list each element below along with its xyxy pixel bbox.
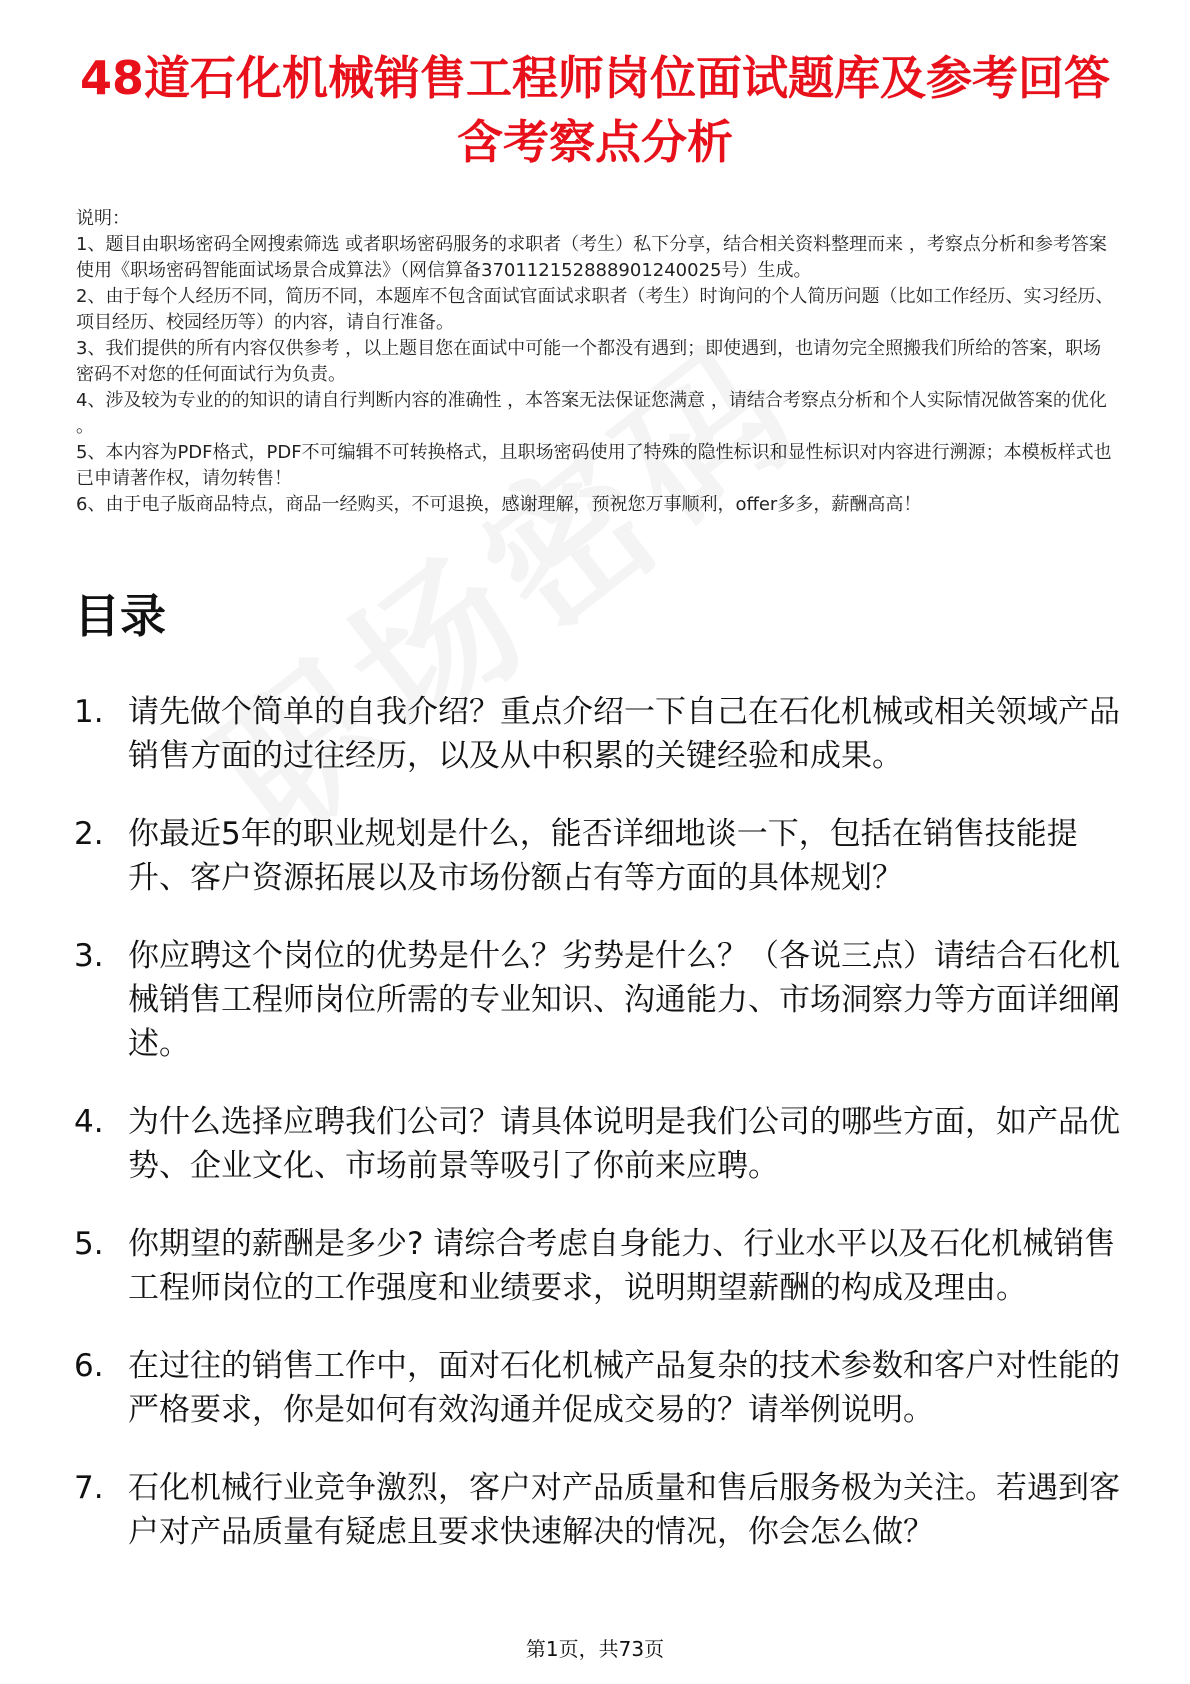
question-text: 你应聘这个岗位的优势是什么？劣势是什么？（各说三点）请结合石化机械销售工程师岗位所需的专业知识、沟通能力、市场洞察力等方面详细阐述。	[128, 938, 1120, 1062]
note-item: 5、本内容为PDF格式，PDF不可编辑不可转换格式，且职场密码使用了特殊的隐性标识和显性标识对内容进行溯源；本模板样式也已申请著作权，请勿转售！	[76, 442, 1112, 489]
page-footer: 第1页，共73页	[525, 1637, 665, 1661]
question-number: 2.	[74, 816, 104, 852]
question-text: 为什么选择应聘我们公司？请具体说明是我们公司的哪些方面，如产品优势、企业文化、市场前景等吸引了你前来应聘。	[128, 1104, 1120, 1184]
question-number: 4.	[74, 1104, 104, 1140]
toc-heading: 目录	[74, 589, 166, 643]
note-item: 1、题目由职场密码全网搜索筛选 或者职场密码服务的求职者（考生）私下分享，结合相关资料整理而来 ，考察点分析和参考答案使用《职场密码智能面试场景合成算法》（网信算备370112152888901240025号）生成。	[76, 234, 1107, 281]
question-list	[74, 690, 1134, 1588]
notes-heading: 说明：	[76, 208, 130, 229]
note-item: 2、由于每个人经历不同，简历不同，本题库不包含面试官面试求职者（考生）时询问的个人简历问题（比如工作经历、实习经历、项目经历、校园经历等）的内容，请自行准备。	[76, 286, 1114, 333]
question-number: 6.	[74, 1348, 104, 1384]
question-item[interactable]	[74, 934, 1134, 1066]
question-item[interactable]	[74, 690, 1134, 778]
question-text: 在过往的销售工作中，面对石化机械产品复杂的技术参数和客户对性能的严格要求，你是如何有效沟通并促成交易的？请举例说明。	[128, 1348, 1120, 1428]
document-title: 48道石化机械销售工程师岗位面试题库及参考回答含考察点分析	[79, 51, 1110, 169]
question-text: 你期望的薪酬是多少? 请综合考虑自身能力、行业水平以及石化机械销售工程师岗位的工作强度和业绩要求，说明期望薪酬的构成及理由。	[128, 1226, 1116, 1306]
note-item: 6、由于电子版商品特点，商品一经购买，不可退换，感谢理解，预祝您万事顺利，offer多多，薪酬高高！	[76, 494, 922, 515]
question-number: 5.	[74, 1226, 104, 1262]
question-number: 7.	[74, 1470, 104, 1506]
note-item: 4、涉及较为专业的的知识的请自行判断内容的准确性 ，本答案无法保证您满意 ，请结合考察点分析和个人实际情况做答案的优化 。	[76, 390, 1107, 437]
question-number: 1.	[74, 694, 104, 730]
question-item[interactable]	[74, 812, 1134, 900]
question-text: 请先做个简单的自我介绍？重点介绍一下自己在石化机械或相关领域产品销售方面的过往经历，以及从中积累的关键经验和成果。	[128, 694, 1120, 774]
question-text: 石化机械行业竞争激烈，客户对产品质量和售后服务极为关注。若遇到客户对产品质量有疑虑且要求快速解决的情况，你会怎么做？	[128, 1470, 1120, 1550]
question-item[interactable]	[74, 1344, 1134, 1432]
question-item[interactable]	[74, 1100, 1134, 1188]
note-item: 3、我们提供的所有内容仅供参考 ，以上题目您在面试中可能一个都没有遇到；即使遇到，也请勿完全照搬我们所给的答案，职场密码不对您的任何面试行为负责。	[76, 338, 1102, 385]
notes-block	[76, 206, 1116, 518]
question-text: 你最近5年的职业规划是什么，能否详细地谈一下，包括在销售技能提升、客户资源拓展以及市场份额占有等方面的具体规划？	[128, 816, 1078, 896]
question-item[interactable]	[74, 1466, 1134, 1554]
question-item[interactable]	[74, 1222, 1134, 1310]
question-number: 3.	[74, 938, 104, 974]
